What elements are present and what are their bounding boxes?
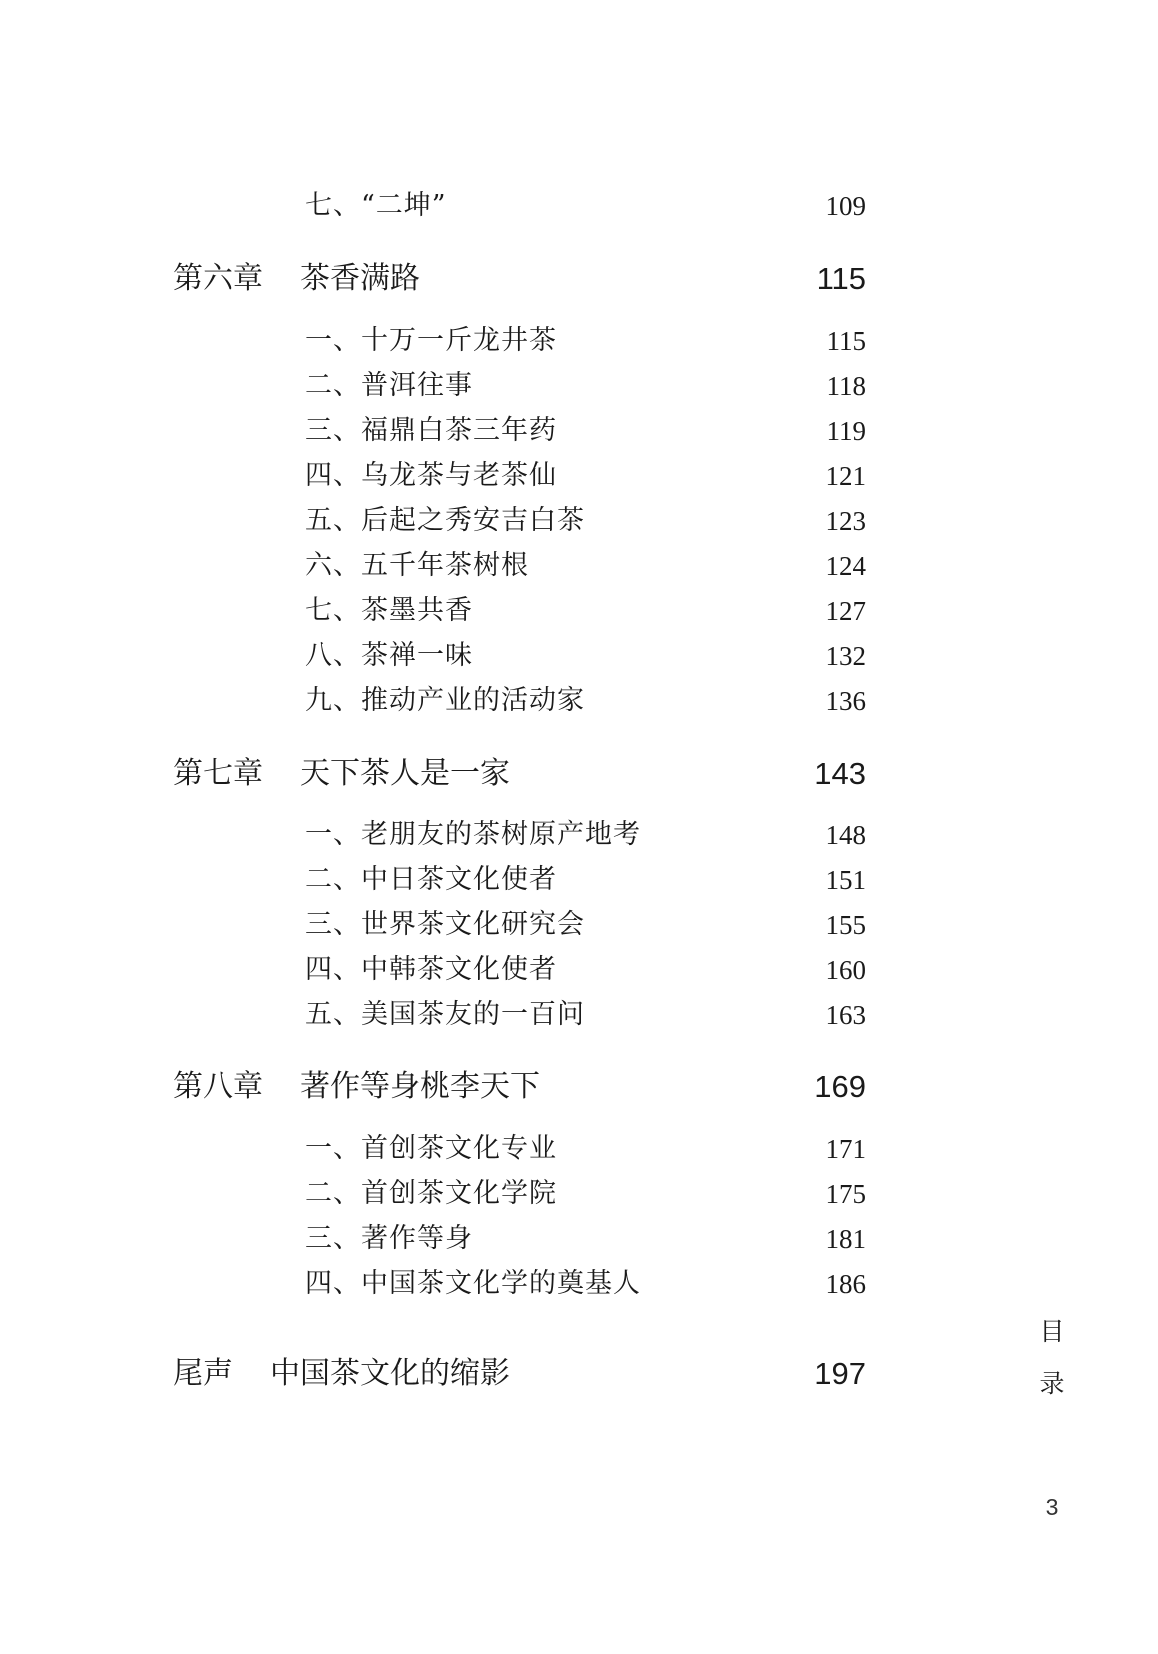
toc-entry-page-number: 121 bbox=[825, 461, 866, 491]
toc-entry-title: 七、茶墨共香 bbox=[305, 595, 473, 626]
toc-entry-page-number: 109 bbox=[825, 191, 866, 221]
toc-entry-title: 一、老朋友的茶树原产地考 bbox=[305, 819, 641, 850]
toc-entry-title: 四、乌龙茶与老茶仙 bbox=[305, 460, 557, 491]
toc-entry bbox=[0, 542, 1158, 590]
toc-entry bbox=[0, 677, 1158, 725]
toc-entry-title: 二、中日茶文化使者 bbox=[305, 864, 557, 895]
toc-chapter bbox=[0, 1063, 1158, 1111]
page-number: 3 bbox=[1045, 1494, 1059, 1520]
toc-entry-page-number: 136 bbox=[825, 686, 866, 716]
toc-entry-title: 三、著作等身 bbox=[305, 1223, 473, 1254]
toc-entry bbox=[0, 1260, 1158, 1308]
toc-entry-title: 八、茶禅一味 bbox=[305, 640, 473, 671]
toc-entry-title: 二、普洱往事 bbox=[305, 370, 473, 401]
epilogue-page-number: 197 bbox=[814, 1356, 866, 1391]
toc-entry-page-number: 132 bbox=[825, 641, 866, 671]
chapter-number: 第八章 bbox=[173, 1069, 263, 1104]
chapter-title: 茶香满路 bbox=[300, 261, 420, 296]
toc-entry-title: 一、首创茶文化专业 bbox=[305, 1133, 557, 1164]
toc-entry bbox=[0, 856, 1158, 904]
toc-entry bbox=[0, 362, 1158, 410]
toc-entry-title: 二、首创茶文化学院 bbox=[305, 1178, 557, 1209]
chapter-page-number: 143 bbox=[814, 756, 866, 791]
toc-entry-title: 四、中韩茶文化使者 bbox=[305, 954, 557, 985]
toc-entry bbox=[0, 407, 1158, 455]
running-head-char-1: 目 bbox=[1039, 1317, 1065, 1346]
toc-epilogue bbox=[0, 1350, 1158, 1398]
chapter-page-number: 115 bbox=[816, 261, 866, 296]
toc-entry-page-number: 123 bbox=[825, 506, 866, 536]
toc-entry-page-number: 171 bbox=[825, 1134, 866, 1164]
toc-entry bbox=[0, 587, 1158, 635]
toc-entry-title: 四、中国茶文化学的奠基人 bbox=[305, 1268, 641, 1299]
toc-entry-title: 七、“二坤” bbox=[305, 190, 447, 221]
toc-entry bbox=[0, 182, 1158, 230]
toc-entry-page-number: 160 bbox=[825, 955, 866, 985]
toc-entry bbox=[0, 497, 1158, 545]
toc-entry bbox=[0, 1170, 1158, 1218]
chapter-title: 天下茶人是一家 bbox=[300, 756, 510, 791]
chapter-page-number: 169 bbox=[814, 1069, 866, 1104]
toc-entry bbox=[0, 946, 1158, 994]
toc-entry bbox=[0, 317, 1158, 365]
toc-entry bbox=[0, 991, 1158, 1039]
toc-entry bbox=[0, 452, 1158, 500]
toc-entry-page-number: 181 bbox=[825, 1224, 866, 1254]
toc-entry-page-number: 186 bbox=[825, 1269, 866, 1299]
epilogue-title: 中国茶文化的缩影 bbox=[270, 1356, 510, 1391]
epilogue-label: 尾声 bbox=[173, 1356, 233, 1391]
toc-entry-page-number: 175 bbox=[825, 1179, 866, 1209]
toc-entry bbox=[0, 1125, 1158, 1173]
toc-entry bbox=[0, 901, 1158, 949]
toc-chapter bbox=[0, 255, 1158, 303]
toc-entry-page-number: 124 bbox=[825, 551, 866, 581]
toc-entry-page-number: 151 bbox=[825, 865, 866, 895]
toc-entry-title: 三、福鼎白茶三年药 bbox=[305, 415, 557, 446]
toc-chapter bbox=[0, 750, 1158, 798]
chapter-title: 著作等身桃李天下 bbox=[300, 1069, 540, 1104]
chapter-number: 第六章 bbox=[173, 261, 263, 296]
toc-entry-page-number: 127 bbox=[825, 596, 866, 626]
chapter-number: 第七章 bbox=[173, 756, 263, 791]
toc-entry-title: 五、后起之秀安吉白茶 bbox=[305, 505, 585, 536]
toc-entry bbox=[0, 811, 1158, 859]
toc-entry-title: 九、推动产业的活动家 bbox=[305, 685, 585, 716]
toc-entry-page-number: 163 bbox=[825, 1000, 866, 1030]
toc-entry-page-number: 119 bbox=[826, 416, 866, 446]
toc-entry-title: 三、世界茶文化研究会 bbox=[305, 909, 585, 940]
toc-entry-page-number: 115 bbox=[826, 326, 866, 356]
toc-entry bbox=[0, 1215, 1158, 1263]
running-head-char-2: 录 bbox=[1039, 1369, 1065, 1398]
toc-entry-title: 一、十万一斤龙井茶 bbox=[305, 325, 557, 356]
toc-entry bbox=[0, 632, 1158, 680]
toc-entry-page-number: 118 bbox=[826, 371, 866, 401]
toc-entry-title: 五、美国茶友的一百问 bbox=[305, 999, 585, 1030]
toc-entry-page-number: 155 bbox=[825, 910, 866, 940]
toc-entry-title: 六、五千年茶树根 bbox=[305, 550, 529, 581]
toc-entry-page-number: 148 bbox=[825, 820, 866, 850]
